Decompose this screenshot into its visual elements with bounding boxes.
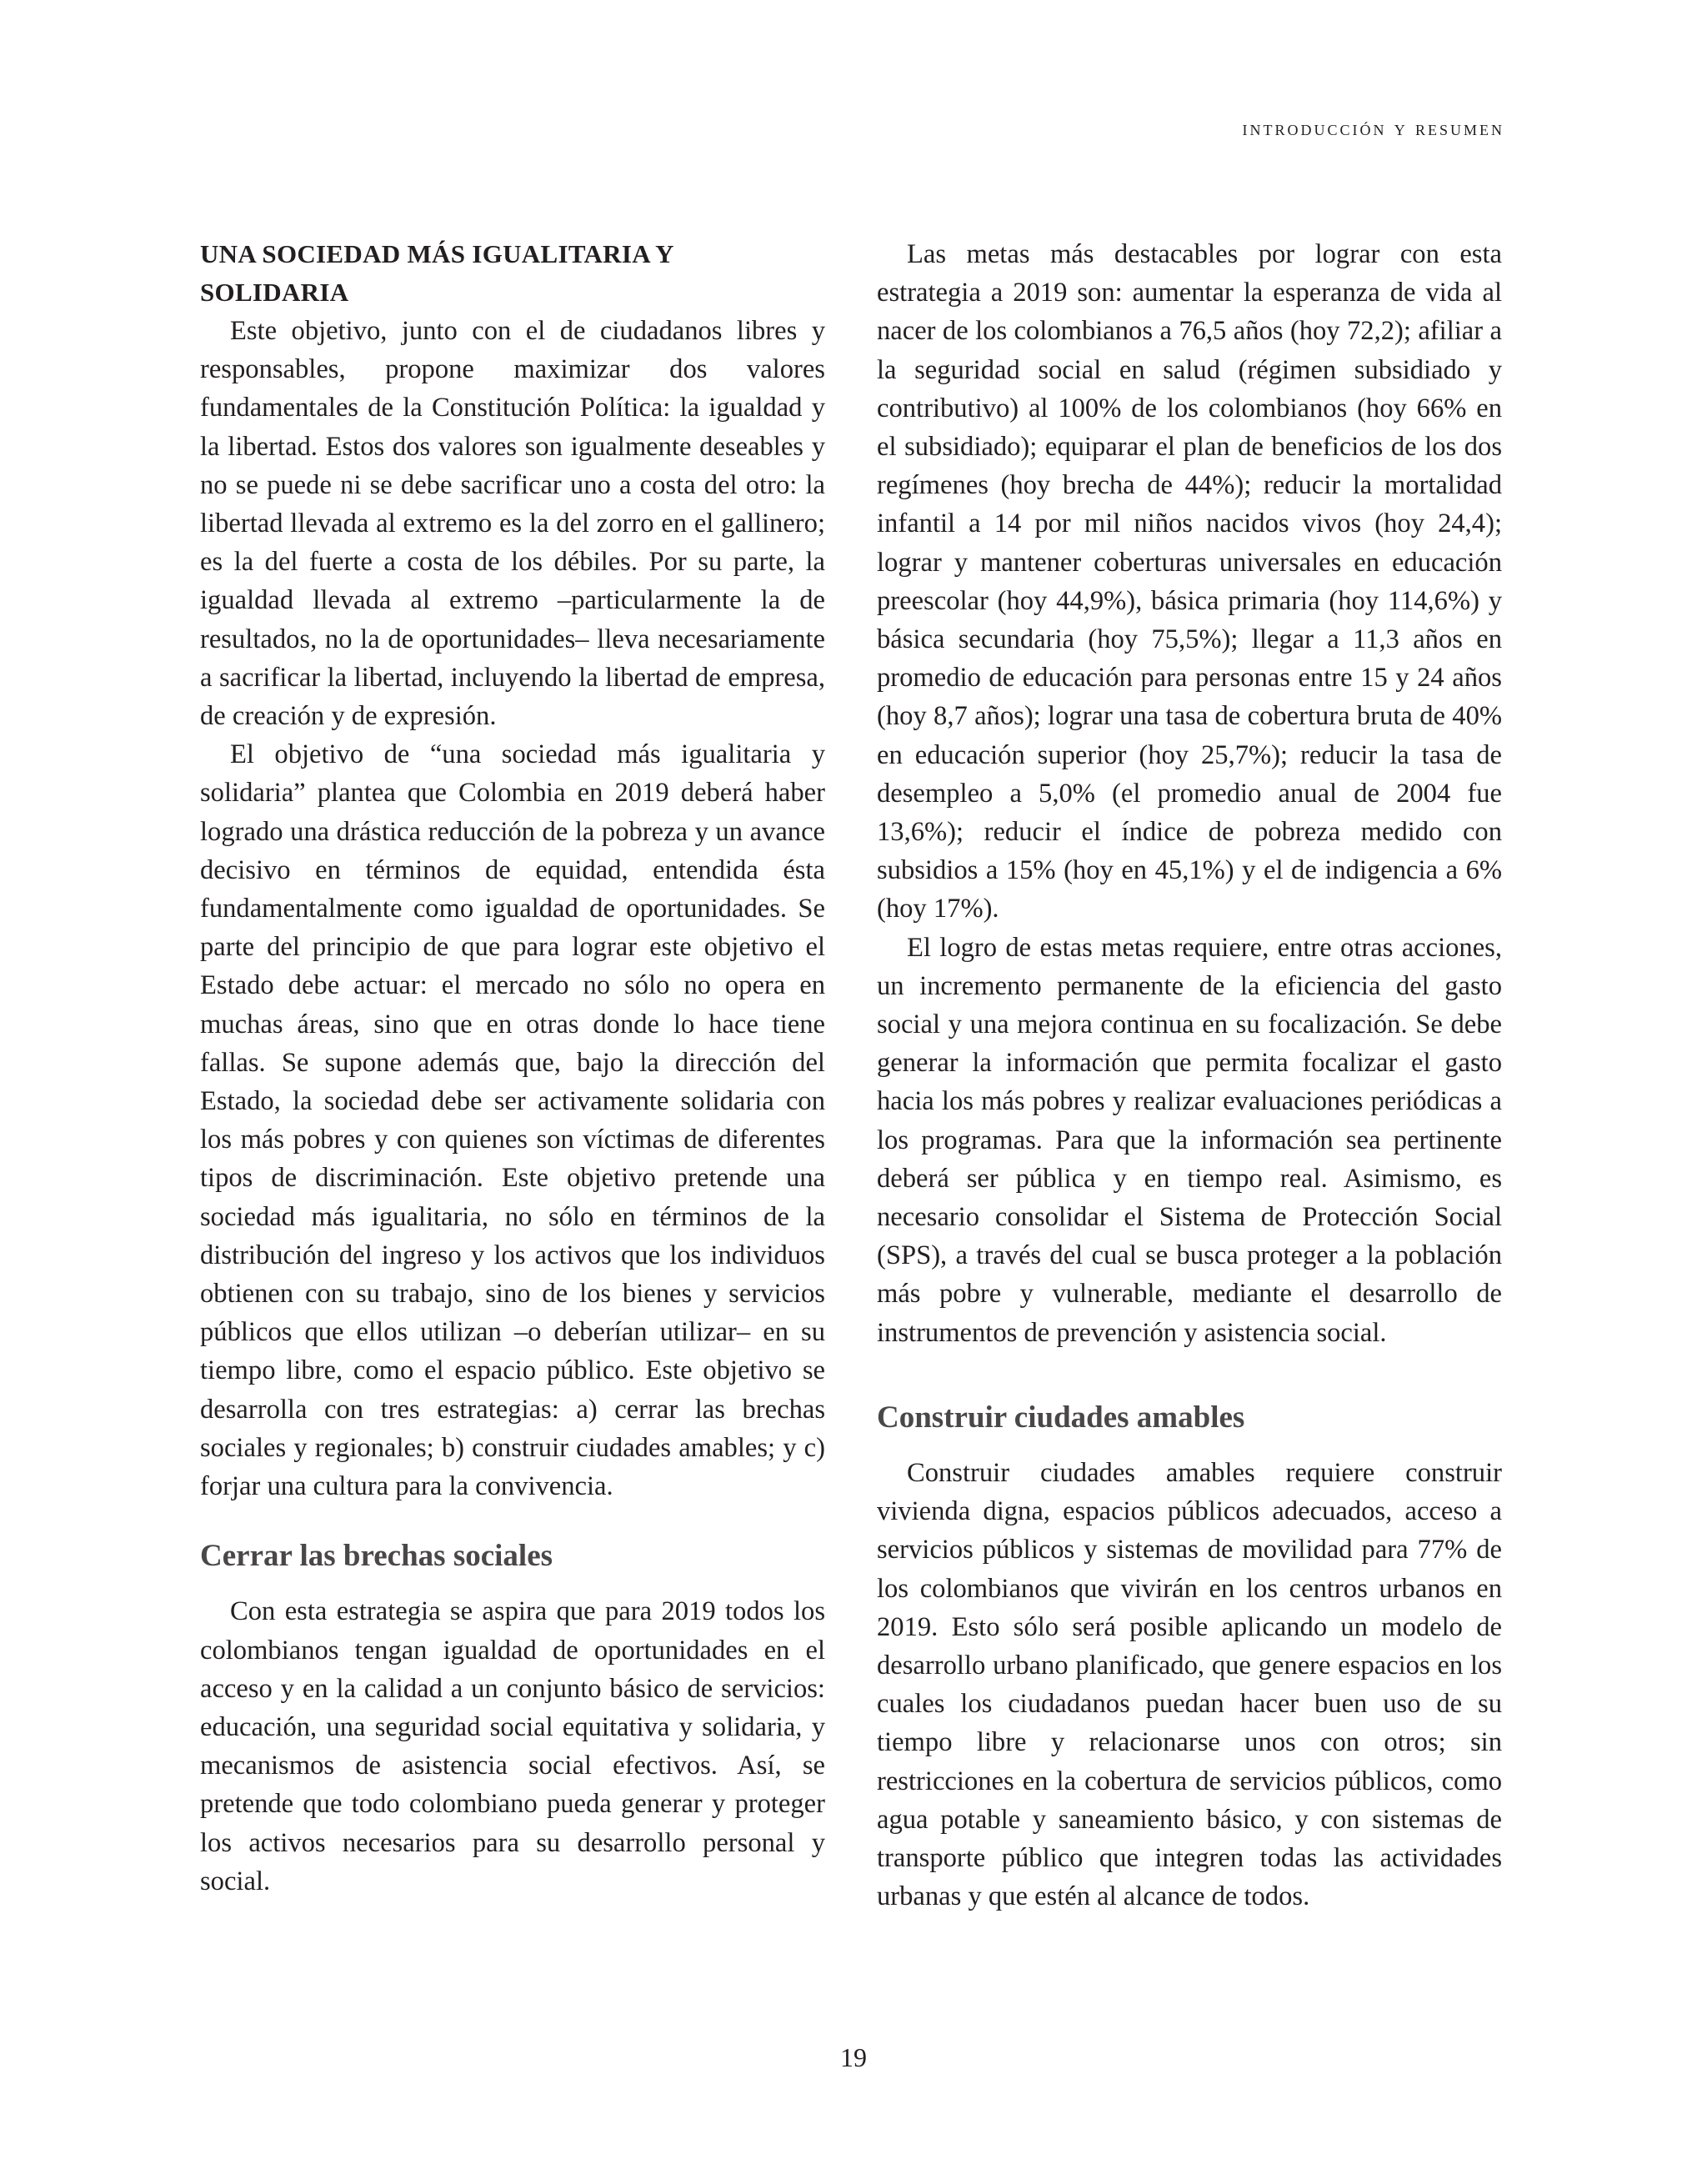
running-head: introducción y resumen [1242,118,1504,140]
subsection-heading: Cerrar las brechas sociales [200,1539,553,1574]
paragraph: Con esta estrategia se aspira que para 2019 todos los colombianos tengan igualdad de oportunidades en el acceso y en la calidad a un conjunto básico de servicios: educación, una seguridad social equitativa y solidaria, y mecanismos de asistencia social efectivos. Así, se pretende que todo colombiano pueda generar y proteger los activos necesarios para su desarrollo personal y social. [200,1596,825,1896]
page-number: 19 [840,2042,867,2072]
paragraph: Construir ciudades amables requiere construir vivienda digna, espacios públicos adecuados, acceso a servicios públicos y sistemas de movilidad para 77% de los colombianos que vivirán en los centros urbanos en 2019. Esto sólo será posible aplicando un modelo de desarrollo urbano planificado, que genere espacios en los cuales los ciudadanos puedan hacer buen uso de su tiempo libre y relacionarse unos con otros; sin restricciones en la cobertura de servicios públicos, como agua potable y saneamiento básico, y con sistemas de transporte público que integren todas las actividades urbanas y que estén al alcance de todos. [877,1457,1502,1912]
paragraph: Las metas más destacables por lograr con esta estrategia a 2019 son: aumentar la esperanza de vida al nacer de los colombianos a 76,5 años (hoy 72,2); afiliar a la seguridad social en salud (régimen subsidiado y contributivo) al 100% de los colombianos (hoy 66% en el subsidiado); equiparar el plan de beneficios de los dos regímenes (hoy brecha de 44%); reducir la mortalidad infantil a 14 por mil niños nacidos vivos (hoy 24,4); lograr y mantener coberturas universales en educación preescolar (hoy 44,9%), básica primaria (hoy 114,6%) y básica secundaria (hoy 75,5%); llegar a 11,3 años en promedio de educación para personas entre 15 y 24 años (hoy 8,7 años); lograr una tasa de cobertura bruta de 40% en educación superior (hoy 25,7%); reducir la tasa de desempleo a 5,0% (el promedio anual de 2004 fue 13,6%); reducir el índice de pobreza medido con subsidios a 15% (hoy en 45,1%) y el de indigencia a 6% (hoy 17%). [877,239,1502,924]
left-column [200,235,825,1901]
subsection-heading: Construir ciudades amables [877,1400,1245,1435]
paragraph: Este objetivo, junto con el de ciudadanos libres y responsables, propone maximizar dos valores fundamentales de la Constitución Política: la igualdad y la libertad. Estos dos valores son igualmente deseables y no se puede ni se debe sacrificar uno a costa del otro: la libertad llevada al extremo es la del zorro en el gallinero; es la del fuerte a costa de los débiles. Por su parte, la igualdad llevada al extremo –particularmente la de resultados, no la de oportunidades– lleva necesariamente a sacrificar la libertad, incluyendo la libertad de empresa, de creación y de expresión. [200,316,825,732]
paragraph: El objetivo de “una sociedad más igualitaria y solidaria” plantea que Colombia en 2019 deberá haber logrado una drástica reducción de la pobreza y un avance decisivo en términos de equidad, entendida ésta fundamentalmente como igualdad de oportunidades. Se parte del principio de que para lograr este objetivo el Estado debe actuar: el mercado no sólo no opera en muchas áreas, sino que en otras donde lo hace tiene fallas. Se supone además que, bajo la dirección del Estado, la sociedad debe ser activamente solidaria con los más pobres y con quienes son víctimas de diferentes tipos de discriminación. Este objetivo pretende una sociedad más igualitaria, no sólo en términos de la distribución del ingreso y los activos que los individuos obtienen con su trabajo, sino de los bienes y servicios públicos que ellos utilizan –o deberían utilizar– en su tiempo libre, como el espacio público. Este objetivo se desarrolla con tres estrategias: a) cerrar las brechas sociales y regionales; b) construir ciudades amables; y c) forjar una cultura para la convivencia. [200,739,825,1502]
right-column [877,235,1502,1916]
paragraph: El logro de estas metas requiere, entre otras acciones, un incremento permanente de la eficiencia del gasto social y una mejora continua en su focalización. Se debe generar la información que permita focalizar el gasto hacia los más pobres y realizar evaluaciones periódicas a los programas. Para que la información sea pertinente deberá ser pública y en tiempo real. Asimismo, es necesario consolidar el Sistema de Protección Social (SPS), a través del cual se busca proteger a la población más pobre y vulnerable, mediante el desarrollo de instrumentos de prevención y asistencia social. [877,932,1502,1348]
section-heading: UNA SOCIEDAD MÁS IGUALITARIA Y SOLIDARIA [200,239,673,307]
